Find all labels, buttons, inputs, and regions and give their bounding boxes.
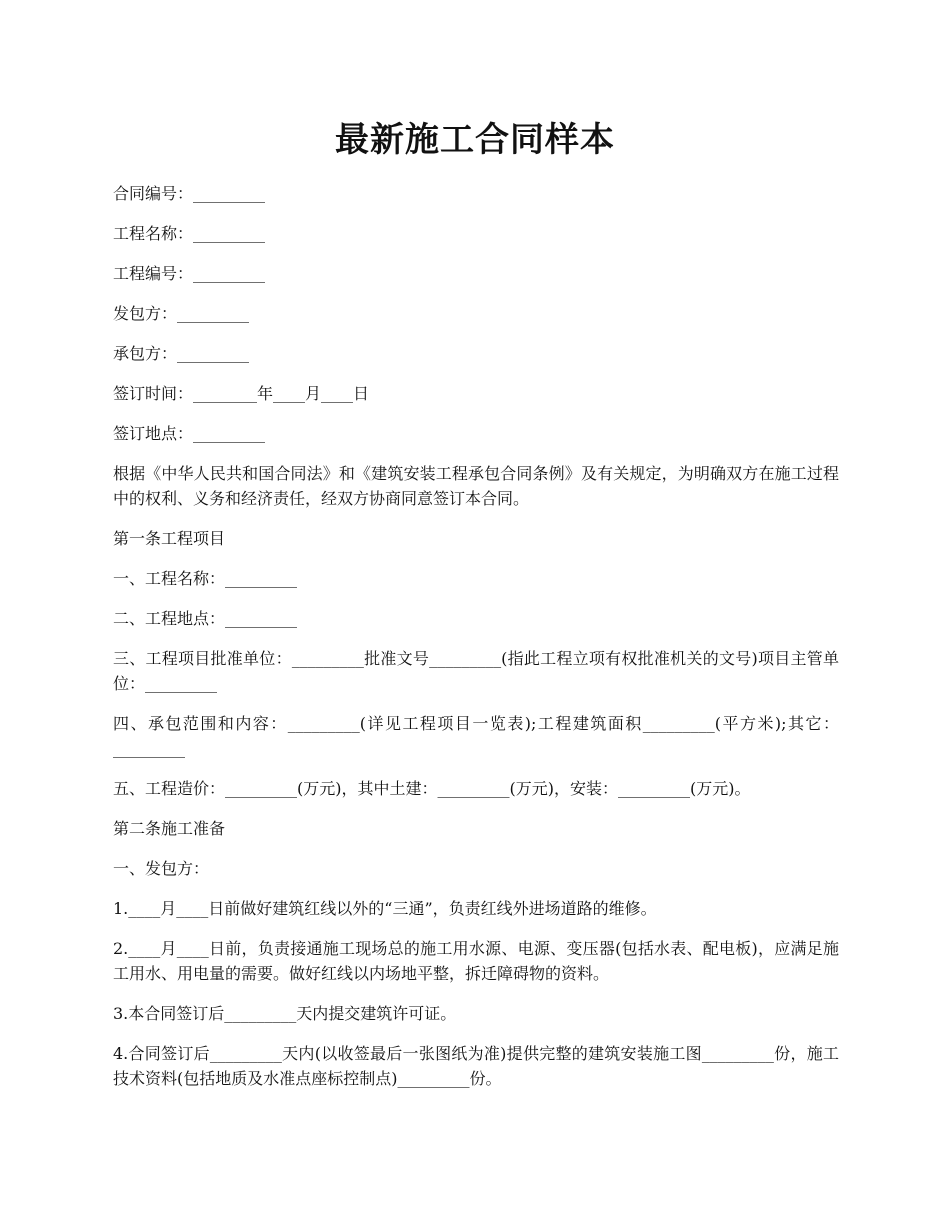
employer-line: 发包方：_________ [113,304,250,323]
article-2-clause-1: 1.____月____日前做好建筑红线以外的“三通”，负责红线外进场道路的维修。 [113,899,657,918]
preamble-paragraph: 根据《中华人民共和国合同法》和《建筑安装工程承包合同条例》及有关规定，为明确双方在施工过程中的权利、义务和经济责任，经双方协商同意签订本合同。 [113,464,839,508]
article-1-item-5: 五、工程造价：_________(万元)，其中土建：_________(万元)，安装：_________(万元)。 [113,779,751,798]
article-2-section-1: 一、发包方： [113,859,210,878]
article-1-item-3: 三、工程项目批准单位：_________批准文号_________(指此工程立项有权批准机关的文号)项目主管单位：_________ [113,649,839,693]
signing-place-line: 签订地点：_________ [113,424,266,443]
article-2-heading: 第二条施工准备 [113,819,226,838]
document-body [113,181,839,1106]
article-1-item-1: 一、工程名称：_________ [113,569,298,588]
document-title: 最新施工合同样本 [335,120,615,160]
contract-number-line: 合同编号：_________ [113,184,266,203]
contractor-line: 承包方：_________ [113,344,250,363]
article-2-clause-3: 3.本合同签订后_________天内提交建筑许可证。 [113,1004,457,1023]
article-1-item-4: 四、承包范围和内容：_________(详见工程项目一览表);工程建筑面积_________(平方米);其它：_________ [113,714,839,758]
signing-date-line: 签订时间：________年____月____日 [113,384,370,403]
article-2-clause-4: 4.合同签订后_________天内(以收签最后一张图纸为准)提供完整的建筑安装施工图_________份，施工技术资料(包括地质及水准点座标控制点)_________份。 [113,1044,839,1088]
project-number-line: 工程编号：_________ [113,264,266,283]
article-1-heading: 第一条工程项目 [113,529,226,548]
article-2-clause-2: 2.____月____日前，负责接通施工现场总的施工用水源、电源、变压器(包括水表、配电板)，应满足施工用水、用电量的需要。做好红线以内场地平整，拆迁障碍物的资料。 [113,939,839,983]
article-1-item-2: 二、工程地点：_________ [113,609,298,628]
project-name-line: 工程名称：_________ [113,224,266,243]
